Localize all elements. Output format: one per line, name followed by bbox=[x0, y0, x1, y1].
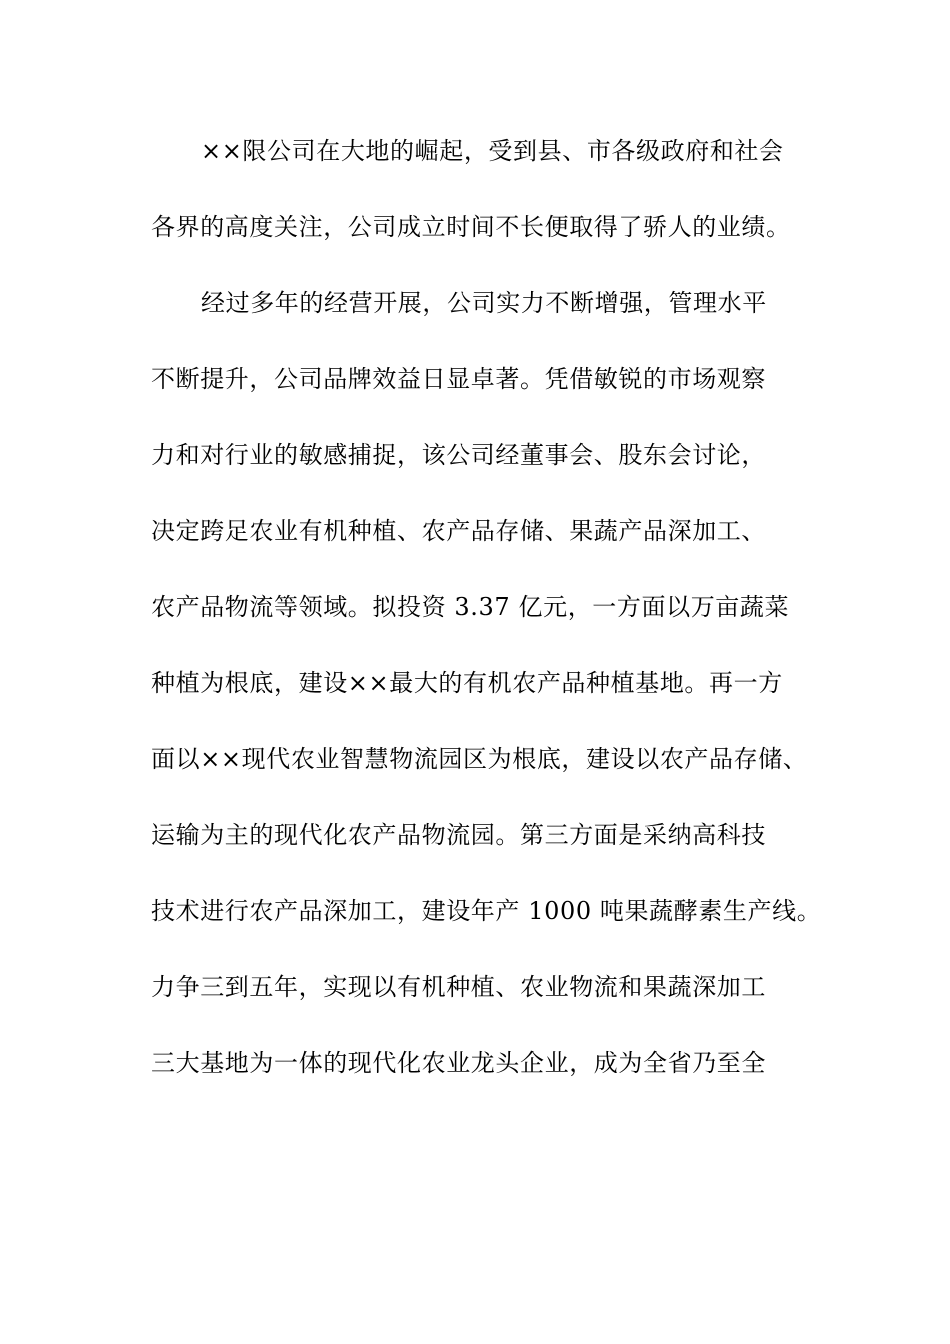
paragraph-2-line-3: 力和对行业的敏感捕捉，该公司经董事会、股东会讨论， bbox=[151, 441, 766, 469]
paragraph-1-line-1: ××限公司在大地的崛起，受到县、市各级政府和社会 bbox=[201, 137, 784, 165]
paragraph-2-line-5: 农产品物流等领域。拟投资 3.37 亿元，一方面以万亩蔬菜 bbox=[151, 593, 790, 621]
paragraph-2-line-10: 力争三到五年，实现以有机种植、农业物流和果蔬深加工 bbox=[151, 973, 766, 1001]
paragraph-2-line-11: 三大基地为一体的现代化农业龙头企业，成为全省乃至全 bbox=[151, 1049, 766, 1077]
paragraph-2-line-2: 不断提升，公司品牌效益日显卓著。凭借敏锐的市场观察 bbox=[151, 365, 766, 393]
paragraph-2-line-8: 运输为主的现代化农产品物流园。第三方面是采纳高科技 bbox=[151, 821, 766, 849]
paragraph-2-line-1: 经过多年的经营开展，公司实力不断增强，管理水平 bbox=[201, 289, 767, 317]
paragraph-2-line-6: 种植为根底，建设××最大的有机农产品种植基地。再一方 bbox=[151, 669, 783, 697]
body-text bbox=[151, 128, 831, 1116]
paragraph-2-line-9: 技术进行农产品深加工，建设年产 1000 吨果蔬酵素生产线。 bbox=[151, 897, 822, 925]
paragraph-2-line-4: 决定跨足农业有机种植、农产品存储、果蔬产品深加工、 bbox=[151, 517, 766, 545]
paragraph-2-line-7: 面以××现代农业智慧物流园区为根底，建设以农产品存储、 bbox=[151, 745, 808, 773]
paragraph-1-line-2: 各界的高度关注，公司成立时间不长便取得了骄人的业绩。 bbox=[151, 213, 791, 241]
